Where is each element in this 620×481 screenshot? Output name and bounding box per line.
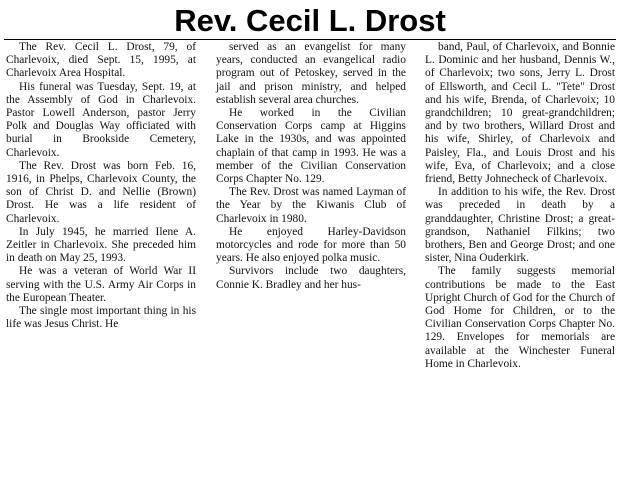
obituary-headline: Rev. Cecil L. Drost [174,3,446,38]
col1-paragraph-6: The single most important thing in his life was Jesus Christ. He [6,305,196,331]
col1-paragraph-3: The Rev. Drost was born Feb. 16, 1916, in Phelps, Charlevoix County, the son of Christ D. and Nellie (Brown) Drost. He was a life resident of Charlevoix. [6,159,196,225]
col2-paragraph-1: served as an evangelist for many years, conducted an evangelical radio program out of Petoskey, served in the jail and prison ministry, and helped establish several area churches. [216,41,406,106]
col2-paragraph-2: He worked in the Civilian Conservation Corps camp at Higgins Lake in the 1930s, and was appointed chaplain of that camp in 1993. He was a member of the Civilian Conservation Corps Chapter No. 129. [216,107,406,186]
col3-paragraph-2: In addition to his wife, the Rev. Drost was preceded in death by a granddaughter, Christine Drost; a great-grandson, Nathaniel Filkins; two brothers, Ben and George Drost; and one sister, Nina Ouderkirk. [425,186,615,265]
col1-paragraph-5: He was a veteran of World War II serving with the U.S. Army Air Corps in the European Theater. [6,265,196,304]
col2-paragraph-4: He enjoyed Harley-Davidson motorcycles and rode for more than 50 years. He also enjoyed polka music. [216,225,406,265]
column-1 [6,41,196,331]
col3-paragraph-3: The family suggests memorial contributions be made to the East Upright Church of God for the Church of God Home for Children, or to the Civilian Conservation Corps Chapter No. 129. Envelopes for memorials are available at the Winchester Funeral Home in Charlevoix. [425,265,615,370]
column-3 [425,41,615,371]
headline-divider [4,39,616,40]
col1-paragraph-4: In July 1945, he married Ilene A. Zeitler in Charlevoix. She preceded him in death on May 25, 1993. [6,225,196,265]
col3-paragraph-1: band, Paul, of Charlevoix, and Bonnie L. Dominic and her husband, Dennis W., of Charlevoix; two sons, Jerry L. Drost of Ellsworth, and Cecil L. "Tete" Drost and his wife, Brenda, of Charlevoix; 10 grandchildren; 10 great-grandchildren; and by two brothers, Willard Drost and his wife, Shirley, of Charlevoix and Paisley, Fla., and Louis Drost and his wife, Eva, of Charlevoix; and a close friend, Betty Johnecheck of Charlevoix. [425,41,615,186]
col1-paragraph-1: The Rev. Cecil L. Drost, 79, of Charlevoix, died Sept. 15, 1995, at Charlevoix Area Hospital. [6,41,196,80]
column-2 [216,41,406,292]
col1-paragraph-2: His funeral was Tuesday, Sept. 19, at the Assembly of God in Charlevoix. Pastor Lowell Anderson, pastor Jerry Polk and Douglas Way officiated with burial in Brookside Cemetery, Charlevoix. [6,80,196,159]
col2-paragraph-3: The Rev. Drost was named Layman of the Year by the Kiwanis Club of Charlevoix in 1980. [216,186,406,225]
col2-paragraph-5: Survivors include two daughters, Connie K. Bradley and her hus- [216,265,406,291]
